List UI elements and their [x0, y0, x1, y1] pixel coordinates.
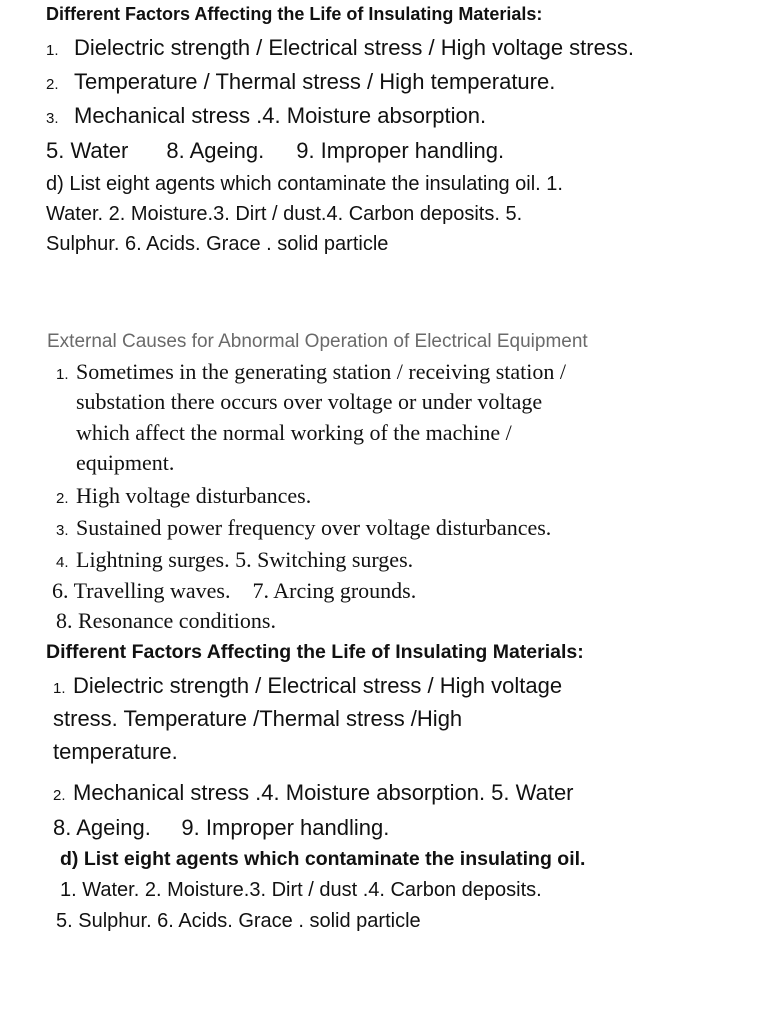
item-number: 2.	[56, 490, 69, 507]
section2-line-8: 8. Resonance conditions.	[56, 608, 276, 633]
section1-item-2	[46, 71, 555, 93]
item-number: 2.	[53, 787, 66, 804]
item-text: Lightning surges. 5. Switching surges.	[76, 547, 414, 572]
section2-item-4	[56, 549, 413, 571]
improper-handling-label: 9. Improper handling.	[296, 138, 505, 163]
ageing-label: 8. Ageing.	[166, 138, 265, 163]
section3-item-2	[53, 782, 574, 804]
section2-heading: External Causes for Abnormal Operation of Electrical Equipment	[47, 331, 588, 352]
item-text-line-1: Sometimes in the generating station / receiving station /	[76, 359, 567, 384]
section1-contaminants-line-1: d) List eight agents which contaminate the insulating oil. 1.	[46, 173, 563, 195]
section1-contaminants-line-3: Sulphur. 6. Acids. Grace . solid particle	[46, 233, 389, 255]
section3-line-ageing: 8. Ageing. 9. Improper handling.	[53, 815, 390, 840]
section1-item-3	[46, 105, 486, 127]
water-label: 5. Water	[46, 138, 129, 163]
item-text: Sustained power frequency over voltage disturbances.	[76, 515, 552, 540]
item-text: Temperature / Thermal stress / High temperature.	[74, 69, 556, 94]
item-number: 1.	[53, 680, 66, 697]
item-number: 2.	[46, 76, 59, 93]
section2-line-6: 6. Travelling waves. 7. Arcing grounds.	[52, 578, 417, 603]
item-number: 1.	[56, 366, 69, 383]
section2-item-2	[56, 485, 311, 507]
section2-item-3	[56, 517, 551, 539]
section3-item-1-line-2: stress. Temperature /Thermal stress /High	[53, 706, 463, 731]
section1-heading: Different Factors Affecting the Life of Insulating Materials:	[46, 4, 543, 24]
item-number: 4.	[56, 554, 69, 571]
section2-item-1-line-2: substation there occurs over voltage or under voltage	[76, 389, 543, 414]
item-text: High voltage disturbances.	[76, 483, 312, 508]
section2-item-1-line-3: which affect the normal working of the machine /	[76, 420, 512, 445]
section3-contaminants-line-1: 1. Water. 2. Moisture.3. Dirt / dust .4. Carbon deposits.	[60, 879, 542, 901]
section2-item-1-line-4: equipment.	[76, 450, 175, 475]
item-text-line-1: Dielectric strength / Electrical stress / High voltage	[73, 673, 563, 698]
section3-item-1	[53, 675, 562, 697]
item-text: Mechanical stress .4. Moisture absorption. 5. Water	[73, 780, 574, 805]
item-text: Dielectric strength / Electrical stress / High voltage stress.	[74, 35, 634, 60]
section3-sub-heading: d) List eight agents which contaminate the insulating oil.	[60, 848, 586, 870]
section1-line-4	[46, 140, 504, 162]
item-number: 3.	[56, 522, 69, 539]
section1-contaminants-line-2: Water. 2. Moisture.3. Dirt / dust.4. Carbon deposits. 5.	[46, 203, 523, 225]
section3-heading: Different Factors Affecting the Life of Insulating Materials:	[46, 641, 584, 663]
section2-item-1	[56, 361, 566, 383]
section1-item-1	[46, 37, 634, 59]
item-text: Mechanical stress .4. Moisture absorption.	[74, 103, 487, 128]
item-number: 1.	[46, 42, 59, 59]
item-number: 3.	[46, 110, 59, 127]
section3-contaminants-line-2: 5. Sulphur. 6. Acids. Grace . solid particle	[56, 910, 421, 932]
section3-item-1-line-3: temperature.	[53, 739, 178, 764]
